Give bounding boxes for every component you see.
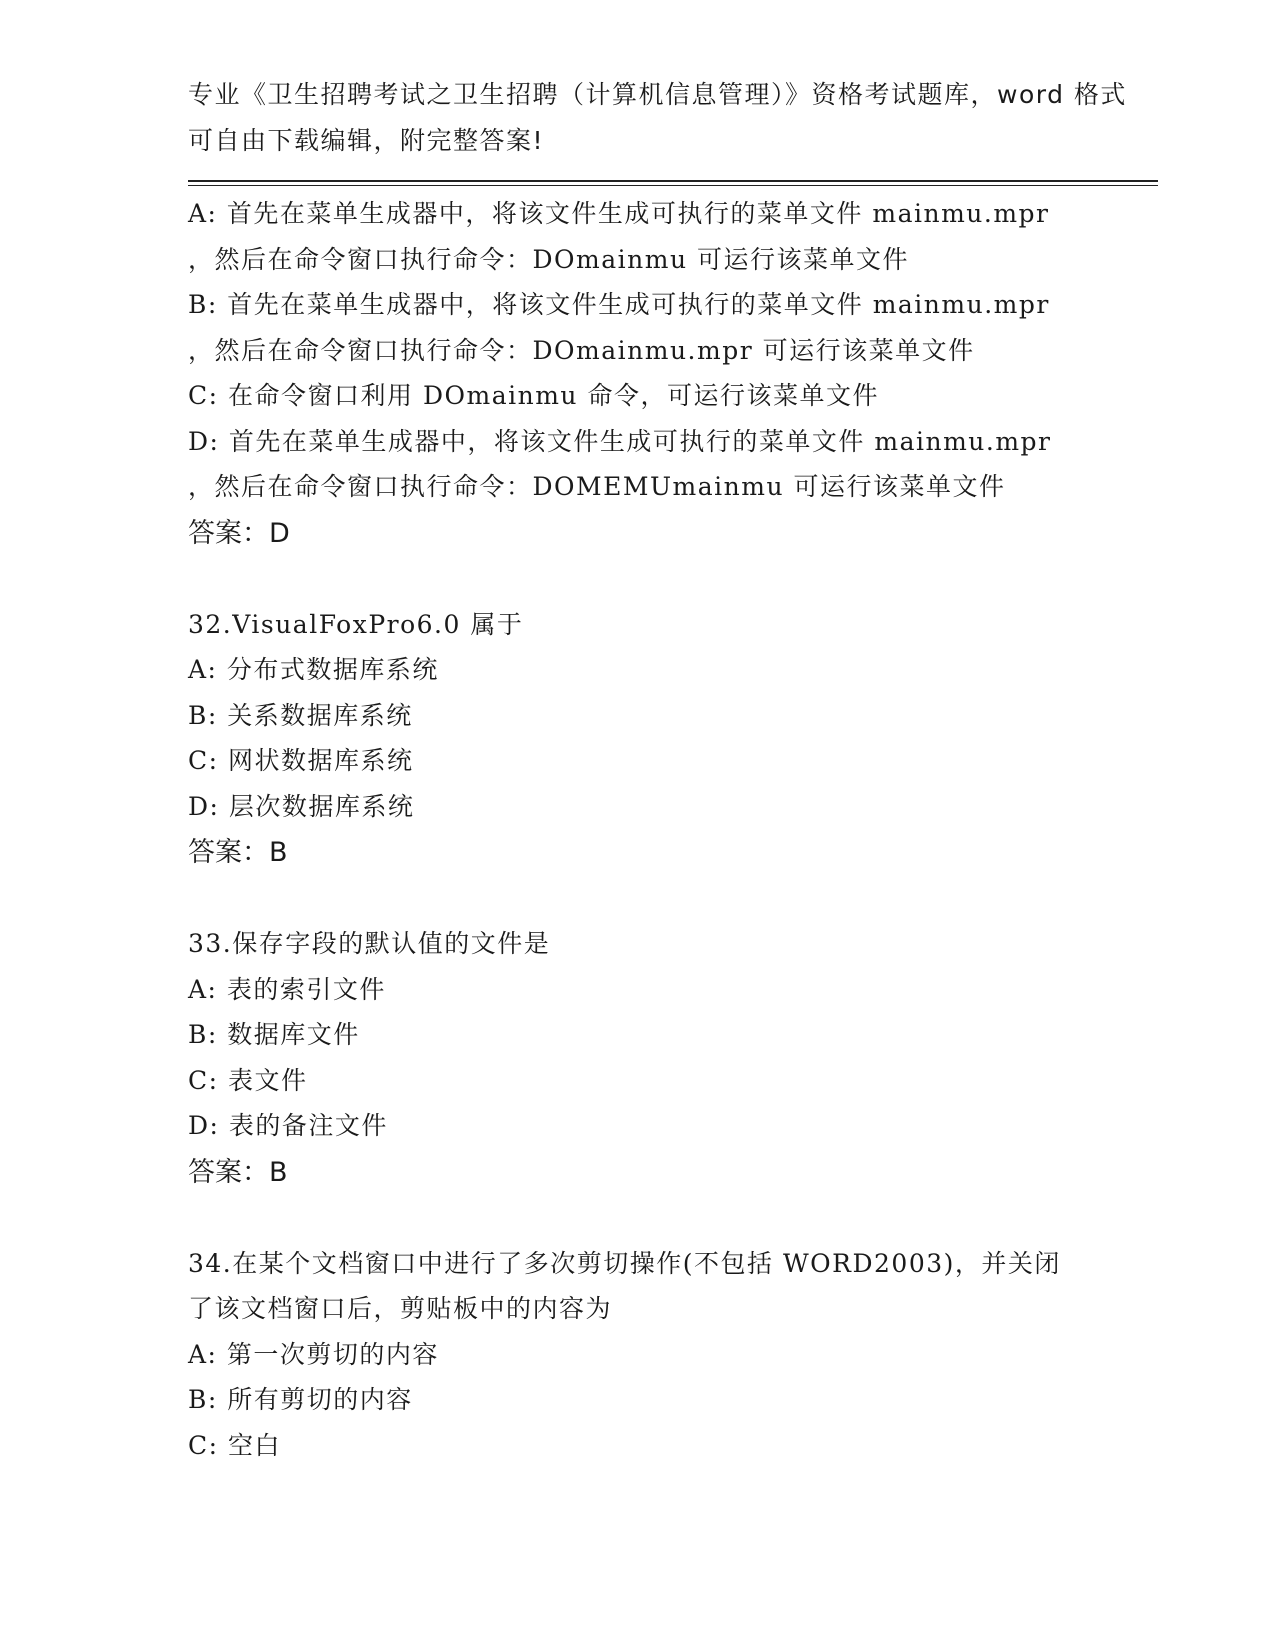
spacer	[188, 876, 1088, 921]
answer: 答案：B	[188, 1156, 288, 1188]
question-text-line-2: 了该文档窗口后，剪贴板中的内容为	[188, 1294, 613, 1323]
option-c: C: 网状数据库系统	[188, 746, 414, 775]
question-31-continued	[188, 191, 1088, 557]
option-a: A: 第一次剪切的内容	[188, 1339, 439, 1369]
option-d-line-2: ，然后在命令窗口执行命令：DOMEMUmainmu 可运行该菜单文件	[188, 472, 1006, 501]
option-c: C: 空白	[188, 1430, 281, 1460]
option-b-line-1: B: 首先在菜单生成器中，将该文件生成可执行的菜单文件 mainmu.mpr	[188, 290, 1050, 319]
question-text: 33.保存字段的默认值的文件是	[188, 929, 551, 958]
option-b: B: 数据库文件	[188, 1020, 360, 1049]
question-33	[188, 921, 1088, 1196]
question-text: 32.VisualFoxPro6.0 属于	[188, 609, 524, 639]
document-header	[188, 72, 1127, 163]
question-32	[188, 602, 1088, 877]
option-c: C: 表文件	[188, 1065, 308, 1095]
question-text-line-1: 34.在某个文档窗口中进行了多次剪切操作(不包括 WORD2003)，并关闭	[188, 1248, 1061, 1278]
header-line-2: 可自由下载编辑，附完整答案!	[188, 125, 545, 155]
header-line-1: 专业《卫生招聘考试之卫生招聘（计算机信息管理）》资格考试题库，word 格式	[188, 80, 1127, 109]
question-list	[188, 191, 1088, 1468]
option-a-line-2: ，然后在命令窗口执行命令：DOmainmu 可运行该菜单文件	[188, 244, 910, 274]
option-d: D: 层次数据库系统	[188, 791, 415, 821]
option-a-line-1: A: 首先在菜单生成器中，将该文件生成可执行的菜单文件 mainmu.mpr	[188, 199, 1050, 228]
option-b: B: 关系数据库系统	[188, 700, 413, 730]
spacer	[188, 1196, 1088, 1241]
answer: 答案：D	[188, 517, 290, 549]
option-a: A: 表的索引文件	[188, 974, 386, 1004]
option-d-line-1: D: 首先在菜单生成器中，将该文件生成可执行的菜单文件 mainmu.mpr	[188, 426, 1052, 456]
spacer	[188, 557, 1088, 602]
option-b-line-2: ，然后在命令窗口执行命令：DOmainmu.mpr 可运行该菜单文件	[188, 335, 975, 365]
question-34	[188, 1241, 1088, 1469]
header-divider-thick	[188, 180, 1158, 182]
option-d: D: 表的备注文件	[188, 1111, 388, 1140]
option-c: C: 在命令窗口利用 DOmainmu 命令，可运行该菜单文件	[188, 381, 879, 410]
option-a: A: 分布式数据库系统	[188, 655, 439, 684]
answer: 答案：B	[188, 837, 288, 868]
header-divider-thin	[188, 185, 1158, 186]
option-b: B: 所有剪切的内容	[188, 1385, 413, 1414]
